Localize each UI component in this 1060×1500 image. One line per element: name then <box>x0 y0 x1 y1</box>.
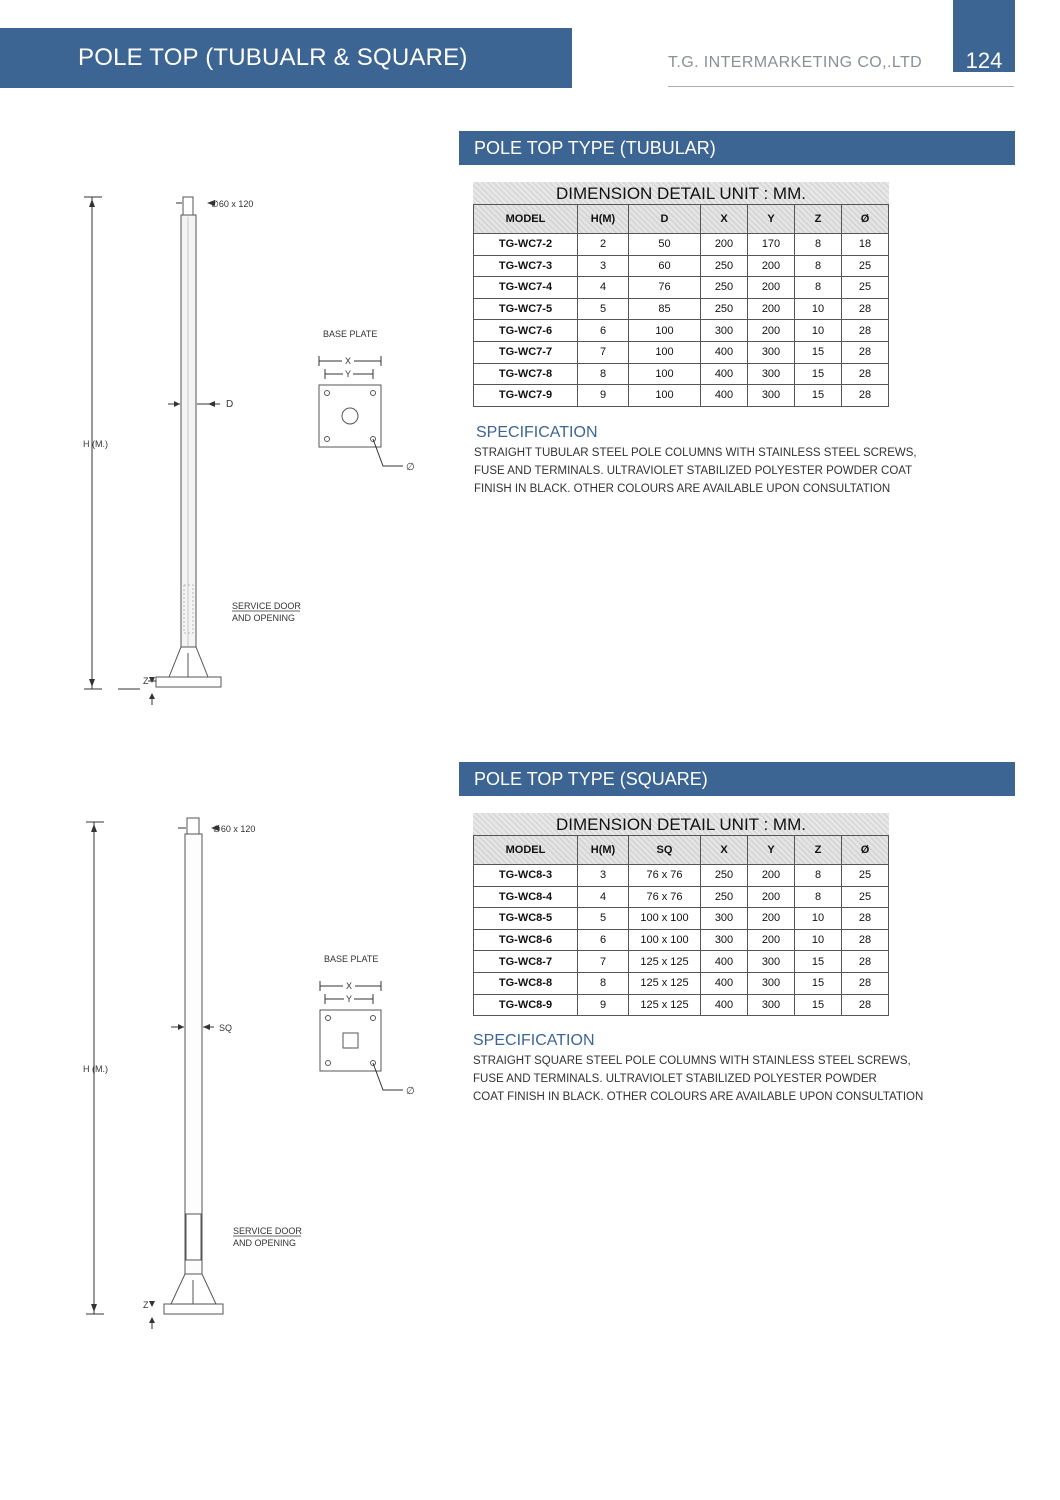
table-row <box>474 886 889 908</box>
company-underline <box>668 86 1014 87</box>
page-title: POLE TOP (TUBUALR & SQUARE) <box>78 44 468 71</box>
table-cell: 28 <box>842 385 889 407</box>
table-cell: 250 <box>701 298 748 320</box>
tubular-spec-title: SPECIFICATION <box>476 424 598 441</box>
table-cell: 400 <box>701 951 748 973</box>
square-spec-title: SPECIFICATION <box>473 1032 595 1049</box>
diameter-label: D <box>226 399 234 410</box>
table-cell: 8 <box>795 865 842 887</box>
table-cell: 400 <box>701 363 748 385</box>
bolt-hole <box>371 1016 376 1021</box>
table-cell: 15 <box>795 385 842 407</box>
table-cell: 400 <box>701 972 748 994</box>
z-label: Z <box>143 1300 149 1310</box>
table-cell: 76 x 76 <box>629 886 701 908</box>
column-header: H(M) <box>578 205 629 234</box>
column-header: Ø <box>842 205 889 234</box>
table-cell: TG-WC7-5 <box>474 298 578 320</box>
table-cell: 10 <box>795 908 842 930</box>
table-cell: 25 <box>842 865 889 887</box>
table-cell: 9 <box>578 994 629 1016</box>
table-cell: TG-WC7-4 <box>474 277 578 299</box>
table-cell: 15 <box>795 972 842 994</box>
column-header: X <box>701 205 748 234</box>
table-cell: 300 <box>748 363 795 385</box>
sq-label: SQ <box>219 1023 233 1033</box>
table-row <box>474 277 889 299</box>
table-cell: 4 <box>578 277 629 299</box>
table-cell: 2 <box>578 234 629 256</box>
table-cell: TG-WC8-7 <box>474 951 578 973</box>
square-dimension-table <box>473 835 889 1016</box>
table-row <box>474 363 889 385</box>
table-cell: 300 <box>701 929 748 951</box>
table-cell: TG-WC8-9 <box>474 994 578 1016</box>
table-cell: 4 <box>578 886 629 908</box>
service-door <box>186 1214 201 1260</box>
table-cell: 200 <box>748 865 795 887</box>
table-cell: 6 <box>578 320 629 342</box>
table-cell: TG-WC7-2 <box>474 234 578 256</box>
table-cell: 18 <box>842 234 889 256</box>
table-cell: 125 x 125 <box>629 951 701 973</box>
pole-top-spigot <box>187 818 199 834</box>
service-door-label: AND OPENING <box>233 1238 297 1248</box>
table-cell: TG-WC8-5 <box>474 908 578 930</box>
table-cell: 25 <box>842 277 889 299</box>
table-row <box>474 385 889 407</box>
table-cell: 7 <box>578 951 629 973</box>
column-header: MODEL <box>474 205 578 234</box>
arrow-up-icon <box>91 824 97 832</box>
spec-line: FUSE AND TERMINALS. ULTRAVIOLET STABILIZED POLYESTER POWDER COAT <box>474 465 913 477</box>
table-cell: 8 <box>795 886 842 908</box>
table-cell: 15 <box>795 994 842 1016</box>
pole-top-spigot <box>183 197 193 215</box>
x-label: X <box>346 981 353 991</box>
page-number: 124 <box>965 48 1003 73</box>
table-cell: 250 <box>701 277 748 299</box>
square-spec-text <box>473 1052 953 1106</box>
table-row <box>474 234 889 256</box>
base-plate-label: BASE PLATE <box>324 954 379 964</box>
arrow-up-icon <box>149 693 155 699</box>
arrow-down-icon <box>149 677 155 683</box>
bolt-hole <box>326 1061 331 1066</box>
column-header: Ø <box>842 836 889 865</box>
table-row <box>474 951 889 973</box>
arrow-left-icon <box>208 401 215 407</box>
arrow-down-icon <box>89 679 95 687</box>
arrow-up-icon <box>149 1317 155 1323</box>
table-cell: 5 <box>578 298 629 320</box>
column-header: MODEL <box>474 836 578 865</box>
column-header: D <box>629 205 701 234</box>
table-row <box>474 298 889 320</box>
table-row <box>474 320 889 342</box>
table-cell: 15 <box>795 951 842 973</box>
arrow-right-icon <box>178 1024 184 1030</box>
table-cell: 300 <box>748 951 795 973</box>
base-plate-center-hole <box>343 1033 358 1048</box>
table-cell: 50 <box>629 234 701 256</box>
table-cell: 28 <box>842 929 889 951</box>
tubular-section-title: POLE TOP TYPE (TUBULAR) <box>474 138 716 158</box>
table-cell: 400 <box>701 341 748 363</box>
column-header: Y <box>748 836 795 865</box>
tubular-dimension-table <box>473 204 889 407</box>
table-row <box>474 255 889 277</box>
table-cell: 250 <box>701 865 748 887</box>
table-cell: 8 <box>795 277 842 299</box>
table-cell: 300 <box>748 341 795 363</box>
table-cell: 300 <box>748 385 795 407</box>
table-cell: 25 <box>842 886 889 908</box>
spec-line: STRAIGHT SQUARE STEEL POLE COLUMNS WITH STAINLESS STEEL SCREWS, <box>473 1055 911 1067</box>
tubular-pole-drawing <box>70 185 430 710</box>
arrow-left-icon <box>203 1024 210 1030</box>
column-header: Y <box>748 205 795 234</box>
table-cell: 200 <box>748 908 795 930</box>
hole-label: ∅ <box>406 1086 415 1097</box>
table-cell: 28 <box>842 341 889 363</box>
top-size-label: ∅60 x 120 <box>211 199 254 209</box>
table-cell: 28 <box>842 320 889 342</box>
bolt-hole <box>326 1016 331 1021</box>
table-cell: 200 <box>701 234 748 256</box>
table-cell: 28 <box>842 363 889 385</box>
base-plate-side <box>156 677 221 687</box>
table-cell: 10 <box>795 929 842 951</box>
z-label: Z <box>143 676 149 686</box>
table-cell: 8 <box>795 234 842 256</box>
y-label: Y <box>345 369 352 379</box>
table-cell: 200 <box>748 929 795 951</box>
table-cell: 100 <box>629 320 701 342</box>
table-cell: 100 <box>629 385 701 407</box>
table-cell: 100 <box>629 341 701 363</box>
table-cell: 200 <box>748 886 795 908</box>
table-cell: 28 <box>842 908 889 930</box>
table-header-row <box>474 205 889 234</box>
square-pole-drawing <box>70 810 430 1335</box>
table-cell: 200 <box>748 277 795 299</box>
table-cell: 200 <box>748 255 795 277</box>
table-cell: 28 <box>842 951 889 973</box>
base-plate-side <box>164 1304 223 1314</box>
spec-line: STRAIGHT TUBULAR STEEL POLE COLUMNS WITH STAINLESS STEEL SCREWS, <box>474 447 917 459</box>
column-header: Z <box>795 205 842 234</box>
service-door-label: SERVICE DOOR <box>233 1226 302 1236</box>
column-header: H(M) <box>578 836 629 865</box>
bolt-hole <box>371 391 376 396</box>
table-row <box>474 929 889 951</box>
tubular-spec-text <box>474 444 954 498</box>
table-cell: 3 <box>578 255 629 277</box>
table-cell: 9 <box>578 385 629 407</box>
bolt-hole <box>325 437 330 442</box>
table-cell: 28 <box>842 298 889 320</box>
table-cell: 15 <box>795 341 842 363</box>
table-row <box>474 908 889 930</box>
table-cell: TG-WC8-8 <box>474 972 578 994</box>
square-section-title: POLE TOP TYPE (SQUARE) <box>474 769 708 789</box>
table-cell: 400 <box>701 994 748 1016</box>
table-cell: TG-WC7-6 <box>474 320 578 342</box>
table-cell: TG-WC7-7 <box>474 341 578 363</box>
table-cell: 15 <box>795 363 842 385</box>
y-label: Y <box>346 994 353 1004</box>
table-cell: TG-WC8-3 <box>474 865 578 887</box>
arrow-right-icon <box>174 401 180 407</box>
height-label: H (M.) <box>83 1064 108 1074</box>
square-table-caption: DIMENSION DETAIL UNIT : MM. <box>473 813 889 837</box>
height-label: H (M.) <box>83 439 108 449</box>
table-cell: 400 <box>701 385 748 407</box>
column-header: Z <box>795 836 842 865</box>
hole-label: ∅ <box>406 462 415 473</box>
table-cell: 8 <box>578 972 629 994</box>
spec-line: FUSE AND TERMINALS. ULTRAVIOLET STABILIZED POLYESTER POWDER <box>473 1073 877 1085</box>
arrow-down-icon <box>91 1304 97 1312</box>
table-cell: 300 <box>748 994 795 1016</box>
bolt-hole <box>325 391 330 396</box>
service-door-label: AND OPENING <box>232 613 296 623</box>
top-size-label: ∅60 x 120 <box>213 824 256 834</box>
table-cell: 125 x 125 <box>629 994 701 1016</box>
table-row <box>474 994 889 1016</box>
table-cell: 300 <box>748 972 795 994</box>
table-cell: 3 <box>578 865 629 887</box>
table-cell: TG-WC7-8 <box>474 363 578 385</box>
table-cell: 170 <box>748 234 795 256</box>
table-cell: 10 <box>795 320 842 342</box>
tubular-table-caption: DIMENSION DETAIL UNIT : MM. <box>473 182 889 206</box>
pole-shaft <box>185 834 202 1280</box>
table-cell: 8 <box>578 363 629 385</box>
table-cell: 300 <box>701 320 748 342</box>
table-cell: 85 <box>629 298 701 320</box>
spec-line: FINISH IN BLACK. OTHER COLOURS ARE AVAILABLE UPON CONSULTATION <box>474 483 891 495</box>
table-cell: 250 <box>701 886 748 908</box>
table-cell: TG-WC8-6 <box>474 929 578 951</box>
table-row <box>474 865 889 887</box>
column-header: X <box>701 836 748 865</box>
table-cell: 7 <box>578 341 629 363</box>
table-cell: 76 <box>629 277 701 299</box>
table-row <box>474 972 889 994</box>
table-cell: 76 x 76 <box>629 865 701 887</box>
base-plate-center-hole <box>342 408 358 424</box>
table-cell: 100 x 100 <box>629 908 701 930</box>
table-cell: 8 <box>795 255 842 277</box>
table-cell: 250 <box>701 255 748 277</box>
table-cell: 100 <box>629 363 701 385</box>
service-door-label: SERVICE DOOR <box>232 601 301 611</box>
table-cell: 125 x 125 <box>629 972 701 994</box>
table-cell: TG-WC7-3 <box>474 255 578 277</box>
spec-line: COAT FINISH IN BLACK. OTHER COLOURS ARE AVAILABLE UPON CONSULTATION <box>473 1091 924 1103</box>
table-cell: 60 <box>629 255 701 277</box>
company-name: T.G. INTERMARKETING CO,.LTD <box>668 54 923 71</box>
table-cell: 100 x 100 <box>629 929 701 951</box>
table-cell: 6 <box>578 929 629 951</box>
table-cell: 25 <box>842 255 889 277</box>
arrow-up-icon <box>89 199 95 207</box>
column-header: SQ <box>629 836 701 865</box>
table-cell: 10 <box>795 298 842 320</box>
table-cell: TG-WC7-9 <box>474 385 578 407</box>
table-cell: 28 <box>842 994 889 1016</box>
table-cell: 200 <box>748 320 795 342</box>
base-plate-label: BASE PLATE <box>323 329 378 339</box>
arrow-down-icon <box>149 1301 155 1307</box>
table-cell: 28 <box>842 972 889 994</box>
table-cell: 200 <box>748 298 795 320</box>
x-label: X <box>345 356 352 366</box>
table-cell: TG-WC8-4 <box>474 886 578 908</box>
table-cell: 5 <box>578 908 629 930</box>
table-cell: 300 <box>701 908 748 930</box>
table-row <box>474 341 889 363</box>
table-header-row <box>474 836 889 865</box>
